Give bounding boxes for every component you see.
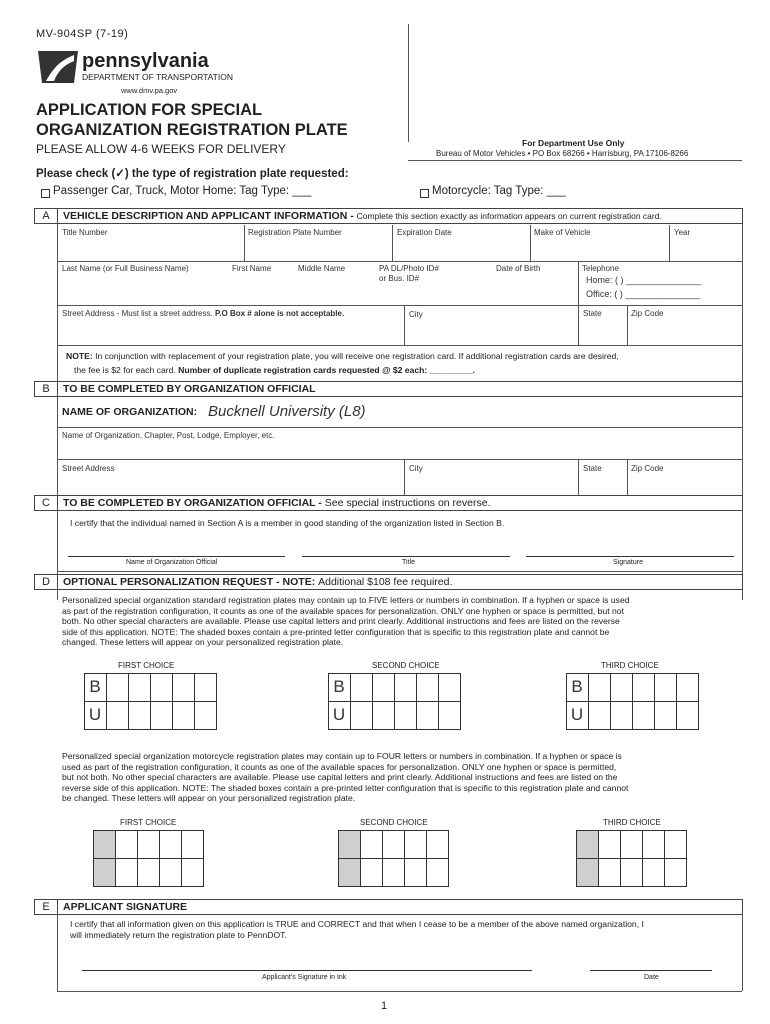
moto-first-choice-letter-box[interactable]	[159, 830, 182, 859]
moto-third-choice-letter-box[interactable]	[598, 830, 621, 859]
moto-first-choice-letter-box[interactable]	[137, 858, 160, 887]
org-city-label: City	[409, 464, 423, 473]
official-signature-line[interactable]	[526, 556, 734, 557]
expiration-label: Expiration Date	[397, 228, 452, 237]
section-a-header	[57, 208, 743, 224]
org-name-label: NAME OF ORGANIZATION:	[62, 406, 198, 418]
section-a-title: VEHICLE DESCRIPTION AND APPLICANT INFORMATION -	[63, 210, 354, 222]
std-second-choice-letter-box[interactable]	[416, 701, 439, 730]
std-second-choice-letter-box[interactable]	[438, 673, 461, 702]
logo-name: pennsylvania	[82, 50, 209, 72]
moto-third-choice-preprinted-box	[576, 858, 599, 887]
section-e-header: APPLICANT SIGNATURE	[57, 899, 743, 915]
city-label: City	[409, 310, 423, 319]
std-first-choice-letter-box[interactable]	[172, 701, 195, 730]
std-second-choice-label: SECOND CHOICE	[372, 661, 440, 670]
moto-first-choice-letter-box[interactable]	[115, 830, 138, 859]
std-third-choice-letter-box[interactable]	[654, 701, 677, 730]
section-a-letter: A	[34, 208, 58, 224]
std-second-choice-letter-box[interactable]	[350, 673, 373, 702]
std-third-choice-preprinted-letter-b: B	[571, 677, 583, 696]
moto-second-choice-label: SECOND CHOICE	[360, 818, 428, 827]
org-street-label: Street Address	[62, 464, 115, 473]
moto-second-choice-letter-box[interactable]	[404, 830, 427, 859]
section-c-letter: C	[34, 495, 58, 511]
note-line1: NOTE: In conjunction with replacement of your registration plate, you will receive one registration card. If additional registration cards are desired,	[66, 351, 619, 361]
moto-third-choice-letter-box[interactable]	[598, 858, 621, 887]
plate-number-label: Registration Plate Number	[248, 228, 342, 237]
std-third-choice-letter-box[interactable]	[632, 701, 655, 730]
form-title-line2: ORGANIZATION REGISTRATION PLATE	[36, 121, 348, 139]
moto-second-choice-preprinted-box	[338, 830, 361, 859]
moto-second-choice-letter-box[interactable]	[382, 830, 405, 859]
std-second-choice-letter-box[interactable]	[394, 701, 417, 730]
applicant-date-caption: Date	[644, 974, 659, 981]
form-title-line1: APPLICATION FOR SPECIAL	[36, 101, 263, 119]
std-second-choice-preprinted-letter-u: U	[332, 705, 346, 724]
std-third-choice-letter-box[interactable]	[654, 673, 677, 702]
moto-first-choice-letter-box[interactable]	[115, 858, 138, 887]
section-c-header: TO BE COMPLETED BY ORGANIZATION OFFICIAL - See special instructions on reverse.	[57, 495, 743, 511]
moto-third-choice-letter-box[interactable]	[620, 830, 643, 859]
std-second-choice-letter-box[interactable]	[372, 673, 395, 702]
home-phone-field[interactable]: Home: ( ) _______________	[586, 275, 702, 285]
std-second-choice-letter-box[interactable]	[372, 701, 395, 730]
motorcycle-checkbox[interactable]	[420, 189, 429, 198]
moto-third-choice-letter-box[interactable]	[642, 858, 665, 887]
std-third-choice-letter-box[interactable]	[676, 673, 699, 702]
moto-first-choice-letter-box[interactable]	[159, 858, 182, 887]
telephone-label: Telephone	[582, 264, 619, 273]
last-name-label: Last Name (or Full Business Name)	[62, 264, 189, 273]
standard-plate-instructions: Personalized special organization standard registration plates may contain up to FIVE letters or numbers in combination. If a hyphen or space is used as part of the registration configuration, it counts as one of the available spaces for personalization. ONLY one hyphen or space is permitted, but not both. No other special characters are available. Please use capital letters and print clearly. Additional instructions and fees are listed on the reverse side of this application. NOTE: The shaded boxes contain a pre-printed letter configuration that is specific to this registration plate and cannot be changed. These letters will appear on your personalized registration plate.	[62, 595, 630, 648]
passenger-option: Passenger Car, Truck, Motor Home: Tag Type: ___	[53, 185, 312, 197]
std-first-choice-letter-box[interactable]	[172, 673, 195, 702]
section-e-letter: E	[34, 899, 58, 915]
moto-second-choice-letter-box[interactable]	[404, 858, 427, 887]
moto-second-choice-letter-box[interactable]	[382, 858, 405, 887]
std-third-choice-letter-box[interactable]	[588, 673, 611, 702]
bureau-address: Bureau of Motor Vehicles • PO Box 68266 • Harrisburg, PA 17106-8266	[436, 149, 689, 158]
moto-third-choice-letter-box[interactable]	[664, 830, 687, 859]
plate-type-prompt: Please check (✓) the type of registration plate requested:	[36, 168, 349, 180]
street-address-label: Street Address - Must list a street address. P.O Box # alone is not acceptable.	[62, 309, 345, 318]
delivery-notice: PLEASE ALLOW 4-6 WEEKS FOR DELIVERY	[36, 142, 286, 156]
section-c-certify: I certify that the individual named in Section A is a member in good standing of the organization listed in Section B.	[70, 518, 505, 528]
official-title-caption: Title	[402, 559, 415, 566]
std-second-choice-letter-box[interactable]	[416, 673, 439, 702]
applicant-signature-caption: Applicant’s Signature in Ink	[262, 974, 347, 981]
std-first-choice-preprinted-letter-b: B	[89, 677, 101, 696]
std-first-choice-letter-box[interactable]	[128, 701, 151, 730]
moto-second-choice-letter-box[interactable]	[426, 830, 449, 859]
std-second-choice-letter-box[interactable]	[438, 701, 461, 730]
org-name-value[interactable]: Bucknell University (L8)	[208, 403, 366, 420]
year-label: Year	[674, 228, 691, 237]
website: www.dmv.pa.gov	[121, 86, 178, 95]
moto-first-choice-letter-box[interactable]	[181, 858, 204, 887]
std-first-choice-label: FIRST CHOICE	[118, 661, 175, 670]
bus-id-label: or Bus. ID#	[379, 274, 420, 283]
passenger-checkbox[interactable]	[41, 189, 50, 198]
std-first-choice-letter-box[interactable]	[106, 673, 129, 702]
keystone-logo-icon	[36, 47, 80, 87]
std-third-choice-letter-box[interactable]	[588, 701, 611, 730]
moto-third-choice-preprinted-box	[576, 830, 599, 859]
moto-first-choice-preprinted-box	[93, 830, 116, 859]
official-name-caption: Name of Organization Official	[126, 559, 218, 566]
dept-use-label: For Department Use Only	[522, 138, 625, 148]
moto-third-choice-letter-box[interactable]	[664, 858, 687, 887]
moto-third-choice-letter-box[interactable]	[642, 830, 665, 859]
section-a-note: Complete this section exactly as information appears on current registration card.	[356, 211, 662, 221]
std-first-choice-letter-box[interactable]	[194, 673, 217, 702]
std-third-choice-letter-box[interactable]	[632, 673, 655, 702]
official-signature-caption: Signature	[613, 559, 643, 566]
page-number: 1	[381, 1000, 388, 1012]
std-first-choice-letter-box[interactable]	[150, 673, 173, 702]
moto-first-choice-letter-box[interactable]	[181, 830, 204, 859]
moto-first-choice-preprinted-box	[93, 858, 116, 887]
std-third-choice-preprinted-letter-u: U	[570, 705, 584, 724]
std-third-choice-letter-box[interactable]	[676, 701, 699, 730]
moto-second-choice-letter-box[interactable]	[426, 858, 449, 887]
moto-third-choice-letter-box[interactable]	[620, 858, 643, 887]
std-second-choice-letter-box[interactable]	[350, 701, 373, 730]
header-divider	[408, 24, 409, 142]
state-label: State	[583, 309, 602, 318]
moto-second-choice-letter-box[interactable]	[360, 830, 383, 859]
moto-second-choice-preprinted-box	[338, 858, 361, 887]
org-zip-label: Zip Code	[631, 464, 664, 473]
title-number-label: Title Number	[62, 228, 108, 237]
applicant-certify: I certify that all information given on this application is TRUE and CORRECT and that when I cease to be a member of the above named organization, I will immediately return the registration plate to PennDOT.	[70, 919, 644, 940]
std-first-choice-letter-box[interactable]	[194, 701, 217, 730]
moto-second-choice-letter-box[interactable]	[360, 858, 383, 887]
motorcycle-option: Motorcycle: Tag Type: ___	[432, 185, 566, 197]
middle-name-label: Middle Name	[298, 264, 346, 273]
org-hint: Name of Organization, Chapter, Post, Lodge, Employer, etc.	[62, 431, 275, 440]
dob-label: Date of Birth	[496, 264, 541, 273]
department-name: DEPARTMENT OF TRANSPORTATION	[82, 72, 233, 82]
moto-first-choice-letter-box[interactable]	[137, 830, 160, 859]
note-line2: the fee is $2 for each card. Number of duplicate registration cards requested @ $2 each: _________.	[74, 365, 476, 375]
zip-label: Zip Code	[631, 309, 664, 318]
applicant-date-line[interactable]	[590, 970, 712, 971]
std-second-choice-letter-box[interactable]	[394, 673, 417, 702]
section-b-letter: B	[34, 381, 58, 397]
std-third-choice-letter-box[interactable]	[610, 673, 633, 702]
std-first-choice-letter-box[interactable]	[150, 701, 173, 730]
make-label: Make of Vehicle	[534, 228, 591, 237]
std-first-choice-letter-box[interactable]	[106, 701, 129, 730]
office-phone-field[interactable]: Office: ( ) _______________	[586, 289, 701, 299]
official-name-line[interactable]	[68, 556, 285, 557]
official-title-line[interactable]	[302, 556, 510, 557]
std-third-choice-label: THIRD CHOICE	[601, 661, 659, 670]
dl-id-label: PA DL/Photo ID#	[379, 264, 439, 273]
moto-third-choice-label: THIRD CHOICE	[603, 818, 661, 827]
org-state-label: State	[583, 464, 602, 473]
form-number: MV-904SP (7-19)	[36, 28, 129, 40]
motorcycle-plate-instructions: Personalized special organization motorcycle registration plates may contain up to FOUR letters or numbers in combination. If a hyphen or space is used as part of the registration configuration, it counts as one of the available spaces for personalization. ONLY one hyphen or space is permitted, but not both. No other special characters are available. Please use capital letters and print clearly. Additional instructions and fees are listed on the reverse side of this application. NOTE: The shaded boxes contain a pre-printed letter configuration that is specific to this registration plate and cannot be changed. These letters will appear on your personalized registration plate.	[62, 751, 629, 804]
section-d-header: OPTIONAL PERSONALIZATION REQUEST - NOTE: Additional $108 fee required.	[57, 574, 743, 590]
std-second-choice-preprinted-letter-b: B	[333, 677, 345, 696]
std-first-choice-preprinted-letter-u: U	[88, 705, 102, 724]
moto-first-choice-label: FIRST CHOICE	[120, 818, 177, 827]
std-first-choice-letter-box[interactable]	[128, 673, 151, 702]
std-third-choice-letter-box[interactable]	[610, 701, 633, 730]
first-name-label: First Name	[232, 264, 272, 273]
section-b-header: TO BE COMPLETED BY ORGANIZATION OFFICIAL	[57, 381, 743, 397]
applicant-signature-line[interactable]	[82, 970, 532, 971]
section-d-letter: D	[34, 574, 58, 590]
